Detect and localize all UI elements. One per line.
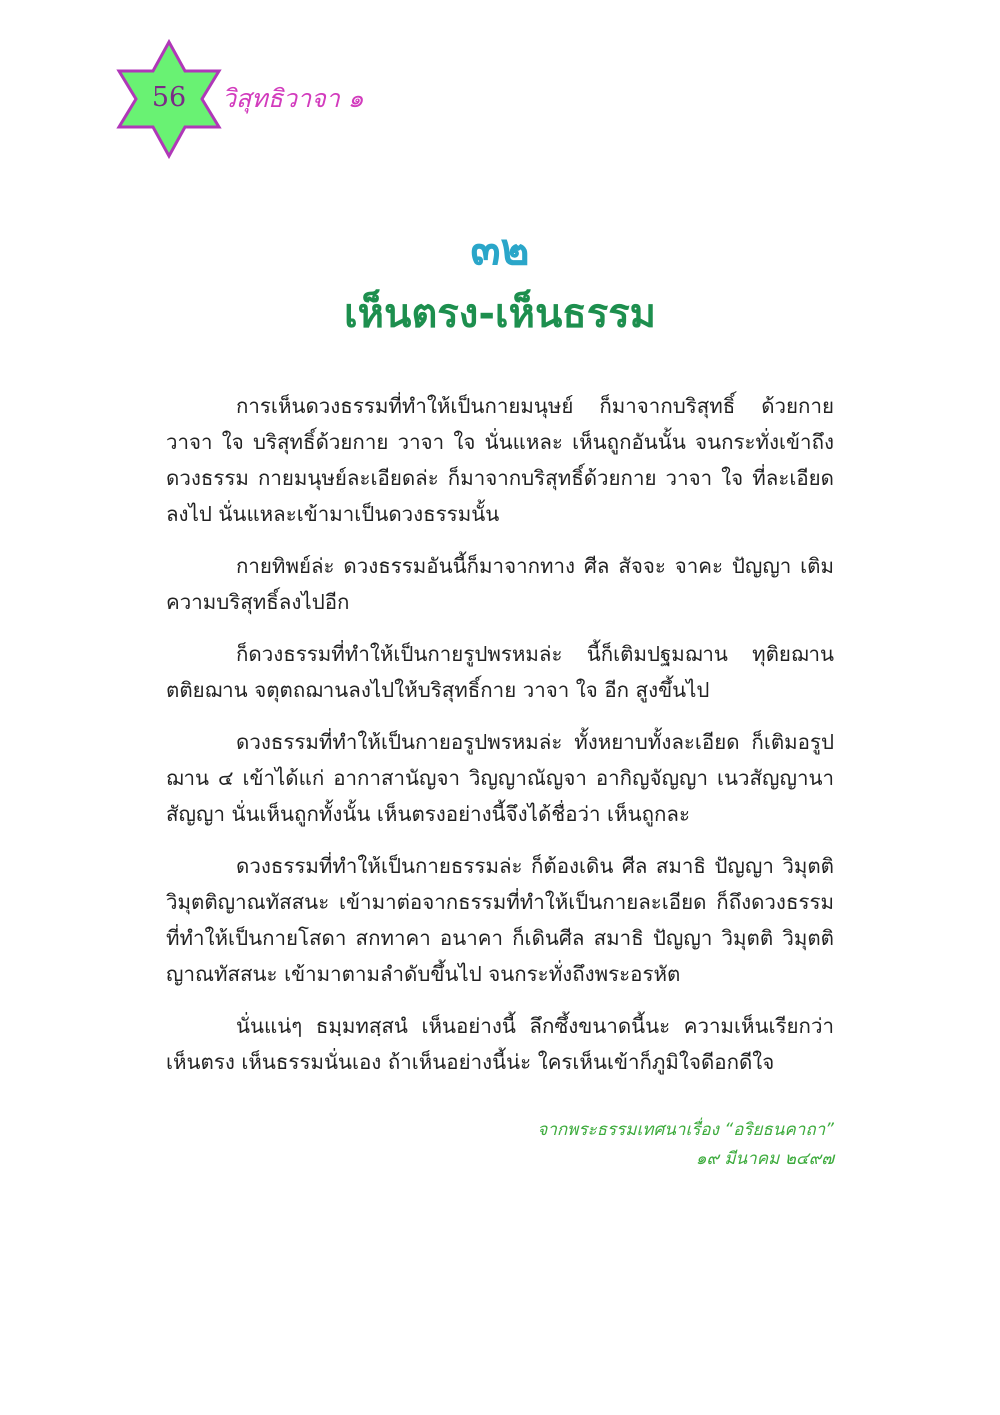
- paragraph: ดวงธรรมที่ทำให้เป็นกายธรรมล่ะ ก็ต้องเดิน ศีล สมาธิ ปัญญา วิมุตติ วิมุตติญาณทัสสนะ เข้ามาต่อจากธรรมที่ทำให้เป็นกายละเอียด ก็ถึงดวงธรรมที่ทำให้เป็นกายโสดา สกทาคา อนาคา ก็เดินศีล สมาธิ ปัญญา วิมุตติ วิมุตติญาณทัสสนะ เข้ามาตามลำดับขึ้นไป จนกระทั่งถึงพระอรหัต: [166, 854, 834, 986]
- body-text: [166, 388, 834, 1096]
- paragraph: ก็ดวงธรรมที่ทำให้เป็นกายรูปพรหมล่ะ นี้ก็เติมปฐมฌาน ทุติยฌาน ตติยฌาน จตุตถฌานลงไปให้บริสุทธิ์กาย วาจา ใจ อีก สูงขึ้นไป: [166, 642, 834, 702]
- source-citation: [537, 1116, 834, 1174]
- paragraph: ดวงธรรมที่ทำให้เป็นกายอรูปพรหมล่ะ ทั้งหยาบทั้งละเอียด ก็เติมอรูปฌาน ๔ เข้าได้แก่ อากาสานัญจา วิญญาณัญจา อากิญจัญญา เนวสัญญานาสัญญา นั่นเห็นถูกทั้งนั้น เห็นตรงอย่างนี้จึงได้ชื่อว่า เห็นถูกละ: [166, 730, 834, 826]
- paragraph: กายทิพย์ล่ะ ดวงธรรมอันนี้ก็มาจากทาง ศีล สัจจะ จาคะ ปัญญา เติมความบริสุทธิ์ลงไปอีก: [166, 554, 834, 614]
- chapter-number: ๓๒: [470, 224, 530, 275]
- page-number: 56: [151, 82, 187, 113]
- paragraph: นั่นแน่ๆ ธมฺมทสฺสนํ เห็นอย่างนี้ ลึกซึ้งขนาดนี้นะ ความเห็นเรียกว่าเห็นตรง เห็นธรรมนั่นเอง ถ้าเห็นอย่างนี้น่ะ ใครเห็นเข้าก็ภูมิใจดีอกดีใจ: [166, 1014, 834, 1074]
- source-date: ๑๙ มีนาคม ๒๔๙๗: [695, 1149, 834, 1169]
- chapter-title: เห็นตรง-เห็นธรรม: [343, 291, 657, 337]
- source-title: จากพระธรรมเทศนาเรื่อง “อริยธนคาถา”: [537, 1120, 834, 1140]
- paragraph: การเห็นดวงธรรมที่ทำให้เป็นกายมนุษย์ ก็มาจากบริสุทธิ์ ด้วยกาย วาจา ใจ บริสุทธิ์ด้วยกาย วาจา ใจ นั่นแหละ เห็นถูกอันนั้น จนกระทั่งเข้าถึงดวงธรรม กายมนุษย์ละเอียดล่ะ ก็มาจากบริสุทธิ์ด้วยกาย วาจา ใจ ที่ละเอียดลงไป นั่นแหละเข้ามาเป็นดวงธรรมนั้น: [166, 394, 834, 526]
- book-title: วิสุทธิวาจา ๑: [222, 84, 364, 113]
